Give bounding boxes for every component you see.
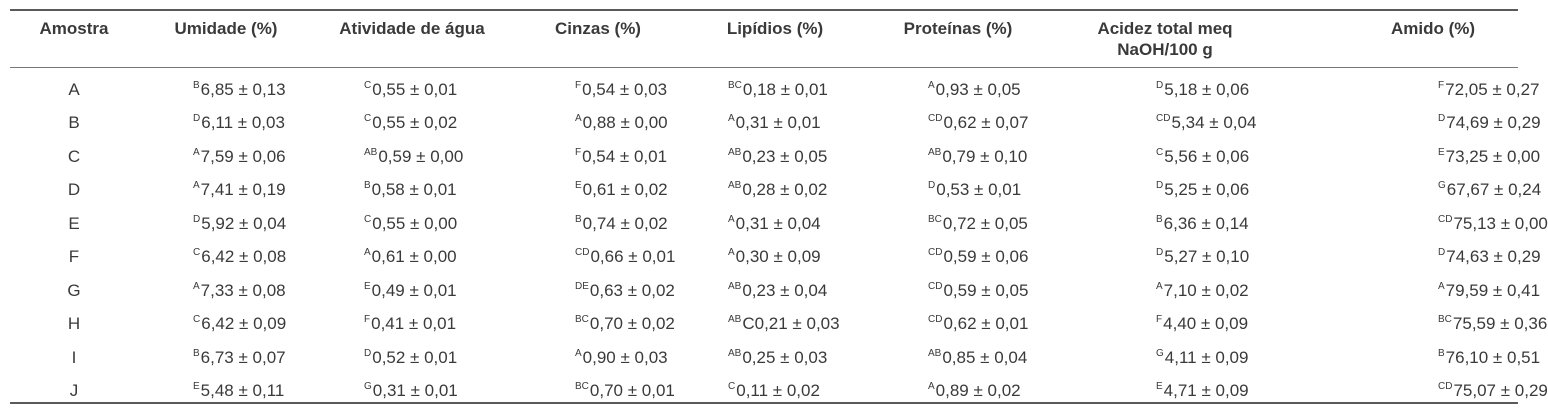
header-cell: Proteínas (%) <box>864 12 1052 73</box>
significance-letter: B <box>1438 348 1445 359</box>
significance-letter: B <box>1156 214 1163 225</box>
significance-letter: A <box>728 214 735 225</box>
significance-letter: C <box>728 381 735 392</box>
significance-letter: CD <box>1438 381 1452 392</box>
mean-sd-value: 5,27 ± 0,10 <box>1164 247 1249 266</box>
header-cell: Lipídios (%) <box>686 12 864 73</box>
table-row <box>10 107 1518 141</box>
sample-cell: C <box>10 140 138 174</box>
significance-letter: AB <box>364 147 377 158</box>
value-cell <box>864 241 1052 275</box>
value-cell <box>1308 140 1518 174</box>
mean-sd-value: 0,58 ± 0,01 <box>372 180 457 199</box>
value-cell <box>686 207 864 241</box>
value-cell <box>1052 308 1308 342</box>
mean-sd-value: 0,31 ± 0,01 <box>736 113 821 132</box>
sample-cell: F <box>10 241 138 275</box>
value-cell <box>1308 174 1518 208</box>
significance-letter: BC <box>728 80 742 91</box>
value-cell <box>314 341 510 375</box>
header-cell: Amido (%) <box>1308 12 1518 73</box>
significance-letter: D <box>1438 247 1445 258</box>
mean-sd-value: 0,85 ± 0,04 <box>942 348 1027 367</box>
value-cell <box>510 73 686 107</box>
value-cell <box>864 107 1052 141</box>
significance-letter: G <box>1438 180 1446 191</box>
value-cell <box>1308 73 1518 107</box>
mean-sd-value: 75,59 ± 0,36 <box>1453 314 1547 333</box>
mean-sd-value: 76,10 ± 0,51 <box>1446 348 1540 367</box>
significance-letter: A <box>193 281 200 292</box>
header-cell: Amostra <box>10 12 138 73</box>
mean-sd-value: 73,25 ± 0,00 <box>1446 147 1540 166</box>
mean-sd-value: 79,59 ± 0,41 <box>1446 281 1540 300</box>
mean-sd-value: 0,59 ± 0,00 <box>378 147 463 166</box>
significance-letter: D <box>1438 113 1445 124</box>
sample-cell: J <box>10 375 138 408</box>
value-cell <box>138 308 314 342</box>
sample-cell: B <box>10 107 138 141</box>
value-cell <box>510 375 686 408</box>
table-row <box>10 73 1518 107</box>
value-cell <box>1052 241 1308 275</box>
significance-letter: D <box>1156 247 1163 258</box>
mean-sd-value: 6,11 ± 0,03 <box>201 113 285 132</box>
value-cell <box>510 241 686 275</box>
sample-cell: I <box>10 341 138 375</box>
table-top-rule <box>10 9 1518 11</box>
table-row <box>10 207 1518 241</box>
header-cell: Cinzas (%) <box>510 12 686 73</box>
table-row <box>10 241 1518 275</box>
mean-sd-value: 72,05 ± 0,27 <box>1445 80 1539 99</box>
value-cell <box>686 241 864 275</box>
value-cell <box>138 73 314 107</box>
significance-letter: B <box>575 214 582 225</box>
mean-sd-value: 0,28 ± 0,02 <box>742 180 827 199</box>
significance-letter: A <box>364 247 371 258</box>
significance-letter: AB <box>928 147 941 158</box>
sample-cell: D <box>10 174 138 208</box>
mean-sd-value: 0,79 ± 0,10 <box>942 147 1027 166</box>
mean-sd-value: 0,74 ± 0,02 <box>583 214 668 233</box>
significance-letter: F <box>575 80 581 91</box>
mean-sd-value: 75,13 ± 0,00 <box>1453 214 1547 233</box>
mean-sd-value: 0,18 ± 0,01 <box>743 80 828 99</box>
significance-letter: G <box>1156 348 1164 359</box>
significance-letter: E <box>364 281 371 292</box>
sample-cell: H <box>10 308 138 342</box>
significance-letter: A <box>1438 281 1445 292</box>
value-cell <box>1052 207 1308 241</box>
mean-sd-value: 5,18 ± 0,06 <box>1164 80 1249 99</box>
significance-letter: BC <box>928 214 942 225</box>
sample-cell: G <box>10 274 138 308</box>
mean-sd-value: 0,90 ± 0,03 <box>583 348 668 367</box>
value-cell <box>864 140 1052 174</box>
value-cell <box>510 308 686 342</box>
mean-sd-value: 5,34 ± 0,04 <box>1171 113 1256 132</box>
significance-letter: D <box>193 113 200 124</box>
value-cell <box>1308 308 1518 342</box>
value-cell <box>686 308 864 342</box>
value-cell <box>510 207 686 241</box>
value-cell <box>864 274 1052 308</box>
mean-sd-value: 6,36 ± 0,14 <box>1164 214 1249 233</box>
mean-sd-value: 75,07 ± 0,29 <box>1453 381 1547 400</box>
mean-sd-value: 0,30 ± 0,09 <box>736 247 821 266</box>
value-cell <box>686 274 864 308</box>
cut-off-caption-line <box>0 0 1531 8</box>
value-cell <box>1052 174 1308 208</box>
significance-letter: A <box>728 247 735 258</box>
significance-letter: F <box>1438 80 1444 91</box>
value-cell <box>1052 375 1308 408</box>
value-cell <box>314 174 510 208</box>
significance-letter: B <box>193 348 200 359</box>
mean-sd-value: 0,52 ± 0,01 <box>372 348 457 367</box>
mean-sd-value: 0,62 ± 0,01 <box>943 314 1028 333</box>
value-cell <box>314 308 510 342</box>
value-cell <box>686 174 864 208</box>
significance-letter: CD <box>928 281 942 292</box>
value-cell <box>864 308 1052 342</box>
significance-letter: AB <box>728 180 741 191</box>
value-cell <box>138 274 314 308</box>
significance-letter: CD <box>1156 113 1170 124</box>
mean-sd-value: 0,93 ± 0,05 <box>936 80 1021 99</box>
mean-sd-value: 6,85 ± 0,13 <box>201 80 286 99</box>
value-cell <box>686 107 864 141</box>
significance-letter: CD <box>1438 214 1452 225</box>
value-cell <box>510 107 686 141</box>
value-cell <box>864 341 1052 375</box>
significance-letter: CD <box>928 247 942 258</box>
value-cell <box>138 174 314 208</box>
mean-sd-value: C0,21 ± 0,03 <box>742 314 839 333</box>
significance-letter: C <box>1156 147 1163 158</box>
mean-sd-value: 0,88 ± 0,00 <box>583 113 668 132</box>
mean-sd-value: 5,25 ± 0,06 <box>1164 180 1249 199</box>
value-cell <box>864 73 1052 107</box>
significance-letter: E <box>1438 147 1445 158</box>
significance-letter: E <box>575 180 582 191</box>
mean-sd-value: 4,40 ± 0,09 <box>1163 314 1248 333</box>
value-cell <box>138 207 314 241</box>
mean-sd-value: 0,70 ± 0,01 <box>590 381 675 400</box>
value-cell <box>314 375 510 408</box>
mean-sd-value: 0,41 ± 0,01 <box>371 314 456 333</box>
significance-letter: E <box>193 381 200 392</box>
mean-sd-value: 0,55 ± 0,01 <box>372 80 457 99</box>
significance-letter: A <box>928 80 935 91</box>
composition-table <box>10 12 1518 408</box>
mean-sd-value: 0,53 ± 0,01 <box>936 180 1021 199</box>
significance-letter: B <box>364 180 371 191</box>
value-cell <box>314 274 510 308</box>
significance-letter: A <box>575 113 582 124</box>
significance-letter: CD <box>575 247 589 258</box>
mean-sd-value: 0,23 ± 0,05 <box>742 147 827 166</box>
significance-letter: D <box>364 348 371 359</box>
significance-letter: AB <box>728 348 741 359</box>
significance-letter: D <box>193 214 200 225</box>
sample-cell: A <box>10 73 138 107</box>
mean-sd-value: 0,59 ± 0,05 <box>943 281 1028 300</box>
significance-letter: F <box>364 314 370 325</box>
value-cell <box>510 140 686 174</box>
value-cell <box>138 375 314 408</box>
value-cell <box>1052 274 1308 308</box>
mean-sd-value: 0,54 ± 0,01 <box>582 147 667 166</box>
value-cell <box>1052 73 1308 107</box>
significance-letter: BC <box>1438 314 1452 325</box>
mean-sd-value: 0,23 ± 0,04 <box>742 281 827 300</box>
value-cell <box>314 107 510 141</box>
table-row <box>10 375 1518 408</box>
mean-sd-value: 0,66 ± 0,01 <box>590 247 675 266</box>
significance-letter: CD <box>928 314 942 325</box>
value-cell <box>138 140 314 174</box>
mean-sd-value: 0,63 ± 0,02 <box>590 281 675 300</box>
value-cell <box>1052 341 1308 375</box>
significance-letter: BC <box>575 314 589 325</box>
mean-sd-value: 0,11 ± 0,02 <box>736 381 820 400</box>
value-cell <box>1308 241 1518 275</box>
table-row <box>10 140 1518 174</box>
mean-sd-value: 7,41 ± 0,19 <box>201 180 286 199</box>
mean-sd-value: 5,56 ± 0,06 <box>1164 147 1249 166</box>
mean-sd-value: 0,72 ± 0,05 <box>943 214 1028 233</box>
significance-letter: A <box>1156 281 1163 292</box>
mean-sd-value: 0,61 ± 0,02 <box>583 180 668 199</box>
value-cell <box>314 241 510 275</box>
value-cell <box>686 375 864 408</box>
significance-letter: AB <box>728 147 741 158</box>
significance-letter: G <box>364 381 372 392</box>
significance-letter: CD <box>928 113 942 124</box>
value-cell <box>1308 375 1518 408</box>
significance-letter: F <box>1156 314 1162 325</box>
value-cell <box>1308 207 1518 241</box>
significance-letter: C <box>193 247 200 258</box>
significance-letter: B <box>193 80 200 91</box>
significance-letter: C <box>364 113 371 124</box>
mean-sd-value: 0,89 ± 0,02 <box>936 381 1021 400</box>
header-cell: Atividade de água <box>314 12 510 73</box>
mean-sd-value: 7,10 ± 0,02 <box>1164 281 1249 300</box>
value-cell <box>314 73 510 107</box>
mean-sd-value: 5,92 ± 0,04 <box>201 214 286 233</box>
value-cell <box>686 341 864 375</box>
significance-letter: C <box>364 80 371 91</box>
value-cell <box>686 140 864 174</box>
significance-letter: DE <box>575 281 589 292</box>
mean-sd-value: 7,33 ± 0,08 <box>201 281 286 300</box>
significance-letter: C <box>364 214 371 225</box>
mean-sd-value: 4,71 ± 0,09 <box>1164 381 1249 400</box>
value-cell <box>1052 140 1308 174</box>
mean-sd-value: 0,25 ± 0,03 <box>742 348 827 367</box>
mean-sd-value: 7,59 ± 0,06 <box>201 147 286 166</box>
header-row <box>10 12 1518 73</box>
mean-sd-value: 0,31 ± 0,01 <box>373 381 458 400</box>
significance-letter: A <box>193 147 200 158</box>
value-cell <box>864 207 1052 241</box>
header-cell: Acidez total meq NaOH/100 g <box>1052 12 1308 73</box>
value-cell <box>138 241 314 275</box>
table-row <box>10 274 1518 308</box>
value-cell <box>510 274 686 308</box>
significance-letter: D <box>928 180 935 191</box>
significance-letter: BC <box>575 381 589 392</box>
mean-sd-value: 74,69 ± 0,29 <box>1446 113 1540 132</box>
significance-letter: C <box>193 314 200 325</box>
mean-sd-value: 0,31 ± 0,04 <box>736 214 821 233</box>
significance-letter: F <box>575 147 581 158</box>
mean-sd-value: 0,49 ± 0,01 <box>372 281 457 300</box>
value-cell <box>686 73 864 107</box>
table-row <box>10 341 1518 375</box>
mean-sd-value: 0,62 ± 0,07 <box>943 113 1028 132</box>
value-cell <box>314 140 510 174</box>
mean-sd-value: 67,67 ± 0,24 <box>1447 180 1541 199</box>
value-cell <box>138 107 314 141</box>
header-cell: Umidade (%) <box>138 12 314 73</box>
significance-letter: A <box>575 348 582 359</box>
mean-sd-value: 6,42 ± 0,09 <box>201 314 286 333</box>
significance-letter: AB <box>728 314 741 325</box>
value-cell <box>510 341 686 375</box>
value-cell <box>314 207 510 241</box>
mean-sd-value: 0,59 ± 0,06 <box>943 247 1028 266</box>
table-body <box>10 73 1518 408</box>
table-row <box>10 308 1518 342</box>
value-cell <box>1308 107 1518 141</box>
mean-sd-value: 0,54 ± 0,03 <box>582 80 667 99</box>
mean-sd-value: 0,55 ± 0,00 <box>372 214 457 233</box>
significance-letter: A <box>728 113 735 124</box>
value-cell <box>510 174 686 208</box>
mean-sd-value: 0,70 ± 0,02 <box>590 314 675 333</box>
significance-letter: E <box>1156 381 1163 392</box>
mean-sd-value: 74,63 ± 0,29 <box>1446 247 1540 266</box>
significance-letter: AB <box>728 281 741 292</box>
mean-sd-value: 0,61 ± 0,00 <box>372 247 457 266</box>
mean-sd-value: 0,55 ± 0,02 <box>372 113 457 132</box>
value-cell <box>1308 341 1518 375</box>
sample-cell: E <box>10 207 138 241</box>
significance-letter: D <box>1156 180 1163 191</box>
significance-letter: D <box>1156 80 1163 91</box>
value-cell <box>1308 274 1518 308</box>
significance-letter: A <box>193 180 200 191</box>
significance-letter: AB <box>928 348 941 359</box>
mean-sd-value: 6,73 ± 0,07 <box>201 348 286 367</box>
mean-sd-value: 6,42 ± 0,08 <box>201 247 286 266</box>
table-row <box>10 174 1518 208</box>
value-cell <box>138 341 314 375</box>
mean-sd-value: 5,48 ± 0,11 <box>201 381 285 400</box>
value-cell <box>864 375 1052 408</box>
value-cell <box>1052 107 1308 141</box>
value-cell <box>864 174 1052 208</box>
mean-sd-value: 4,11 ± 0,09 <box>1165 348 1249 367</box>
significance-letter: A <box>928 381 935 392</box>
